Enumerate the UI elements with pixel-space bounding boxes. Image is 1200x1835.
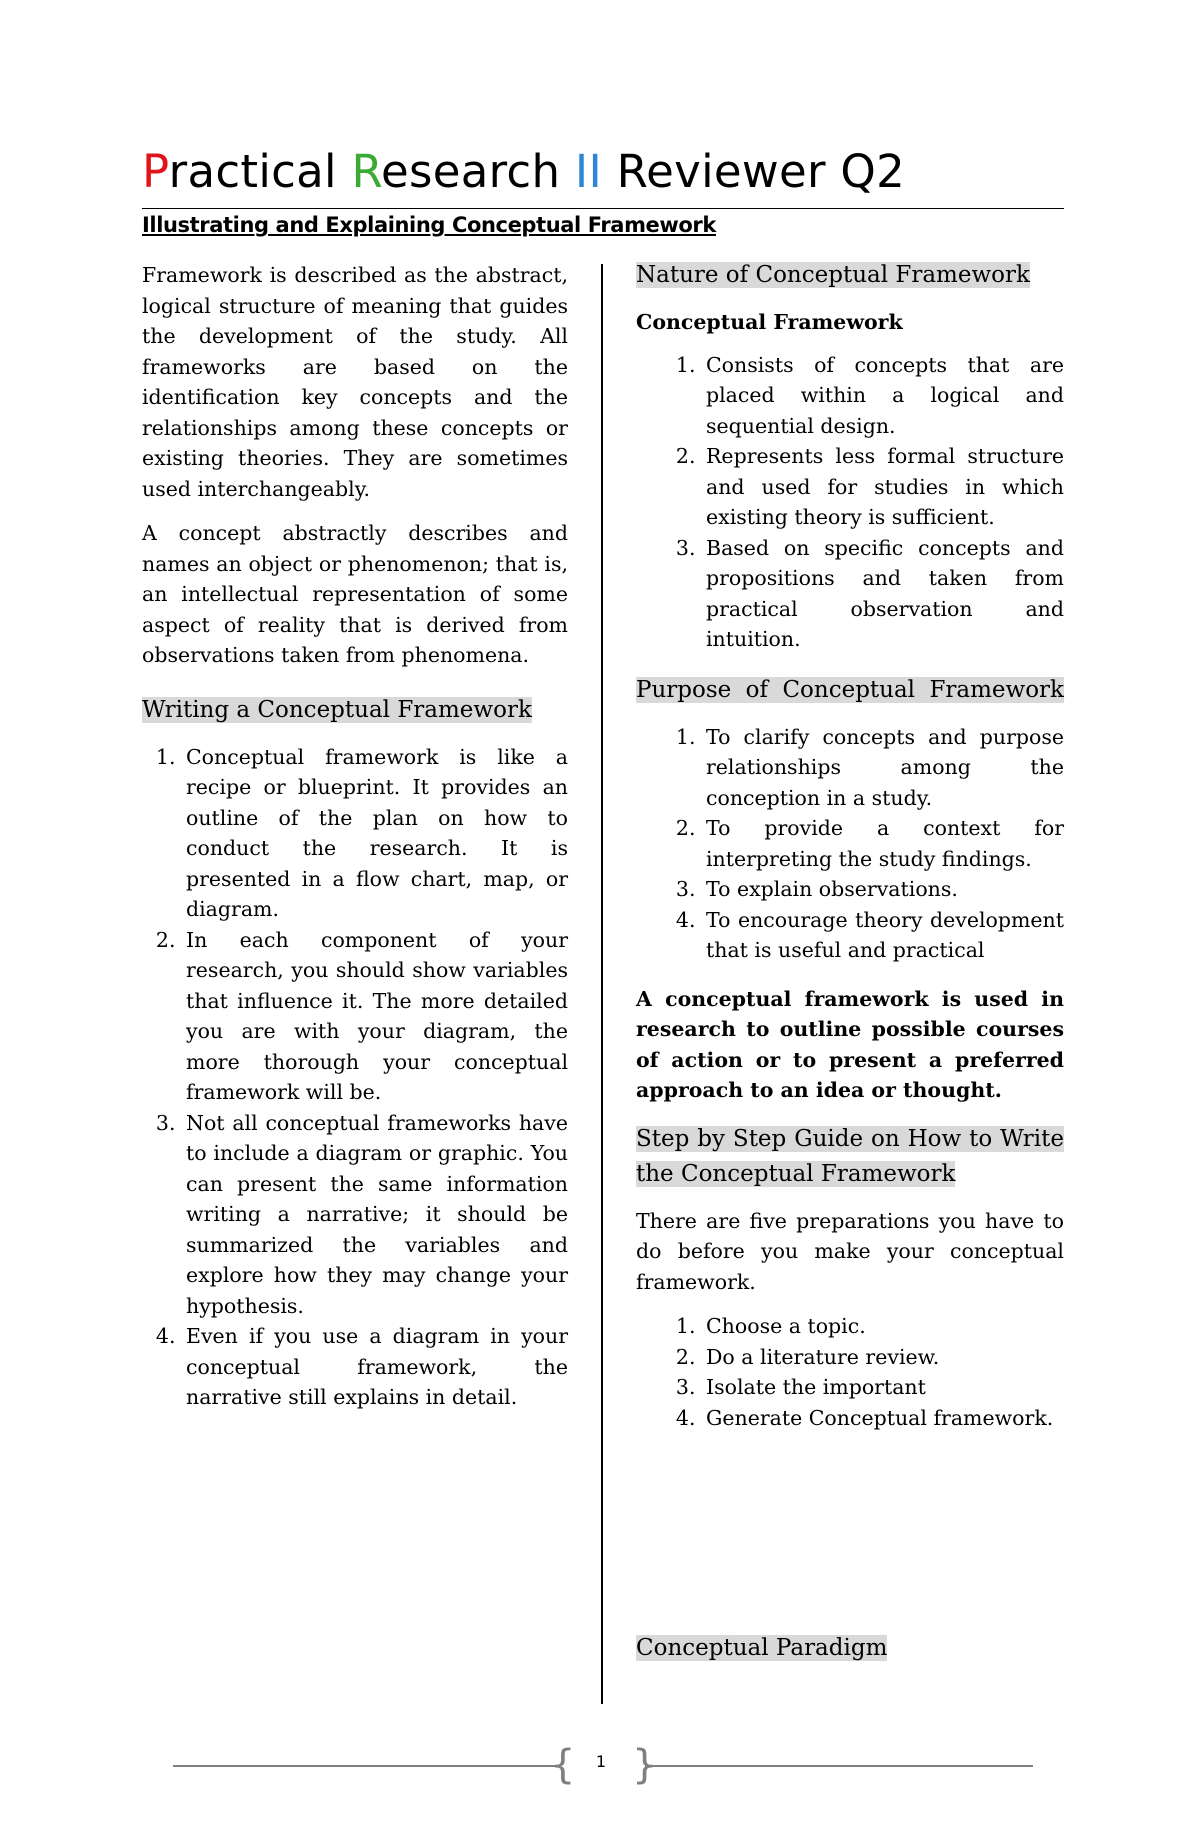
guide-heading-block xyxy=(636,1122,1064,1192)
page-number: 1 xyxy=(595,1752,607,1771)
document-subtitle: Illustrating and Explaining Conceptual Framework xyxy=(142,213,716,237)
section-heading-writing: Writing a Conceptual Framework xyxy=(142,696,532,723)
right-column xyxy=(636,258,1064,1680)
list-item: 2. To provide a context for interpreting the study findings. xyxy=(702,813,1064,874)
guide-intro: There are five preparations you have to do before you make your conceptual framework. xyxy=(636,1208,1064,1294)
list-item: 2. Do a literature review. xyxy=(702,1342,1064,1373)
list-item: 3. Not all conceptual frameworks have to include a diagram or graphic. You can present the same information writing a narrative; it should be summarized the variables and explore how they may change your hypothesis. xyxy=(182,1108,568,1322)
list-item: 4. To encourage theory development that is useful and practical xyxy=(702,905,1064,966)
title-rest: Reviewer Q2 xyxy=(602,145,906,198)
list-item: 1. To clarify concepts and purpose relationships among the conception in a study. xyxy=(702,722,1064,814)
key-statement: A conceptual framework is used in research to outline possible courses of action or to present a preferred approach to an idea or thought. xyxy=(636,986,1064,1102)
list-item: 3. Based on specific concepts and propositions and taken from practical observation and intuition. xyxy=(702,533,1064,655)
blank-space xyxy=(636,1451,1064,1631)
purpose-list xyxy=(636,722,1064,966)
list-item: 2. Represents less formal structure and used for studies in which existing theory is sufficient. xyxy=(702,441,1064,533)
list-item: 4. Even if you use a diagram in your conceptual framework, the narrative still explains in detail. xyxy=(182,1321,568,1413)
title-numeral: II xyxy=(574,145,603,198)
left-column xyxy=(142,260,568,1431)
list-item: 1. Conceptual framework is like a recipe or blueprint. It provides an outline of the plan on how to conduct the research. It is presented in a flow chart, map, or diagram. xyxy=(182,742,568,925)
left-brace-icon: { xyxy=(550,1742,576,1788)
title-initial-p: P xyxy=(142,145,169,198)
footer-rule-left xyxy=(173,1765,561,1767)
list-item: 4. Generate Conceptual framework. xyxy=(702,1403,1064,1434)
list-item: 1. Choose a topic. xyxy=(702,1311,1064,1342)
purpose-heading-block xyxy=(636,673,1064,708)
right-brace-icon: } xyxy=(632,1742,658,1788)
paradigm-heading-block xyxy=(636,1631,1064,1666)
title-initial-r: R xyxy=(351,145,381,198)
list-item: 2. In each component of your research, you should show variables that influence it. The more detailed you are with your diagram, the more thorough your conceptual framework will be. xyxy=(182,925,568,1108)
footer-rule-right xyxy=(645,1765,1033,1767)
column-divider xyxy=(601,264,603,1704)
concept-paragraph: A concept abstractly describes and names an object or phenomenon; that is, an intellectual representation of some aspect of reality that is derived from observations taken from phenomena. xyxy=(142,521,568,667)
section-heading-guide: Step by Step Guide on How to Write the Conceptual Framework xyxy=(636,1125,1064,1187)
list-item: 3. Isolate the important xyxy=(702,1372,1064,1403)
section-heading-paradigm: Conceptual Paradigm xyxy=(636,1635,888,1661)
nature-subheading: Conceptual Framework xyxy=(636,310,903,334)
list-item: 1. Consists of concepts that are placed within a logical and sequential design. xyxy=(702,350,1064,442)
guide-list xyxy=(636,1311,1064,1433)
nature-list xyxy=(636,350,1064,655)
section-heading-nature: Nature of Conceptual Framework xyxy=(636,262,1030,288)
writing-heading-block xyxy=(142,693,568,728)
list-item: 3. To explain observations. xyxy=(702,874,1064,905)
title-underline-rule xyxy=(142,208,1064,209)
writing-list xyxy=(142,742,568,1413)
document-title xyxy=(142,145,905,199)
intro-paragraph: Framework is described as the abstract, logical structure of meaning that guides the development of the study. All frameworks are based on the identification key concepts and the relationships among these concepts or existing theories. They are sometimes used interchangeably. xyxy=(142,263,568,501)
title-word-practical-rest: ractical xyxy=(168,145,352,198)
nature-heading-block xyxy=(636,258,1064,293)
title-word-research-rest: esearch xyxy=(381,145,575,198)
section-heading-purpose: Purpose of Conceptual Framework xyxy=(636,676,1064,703)
